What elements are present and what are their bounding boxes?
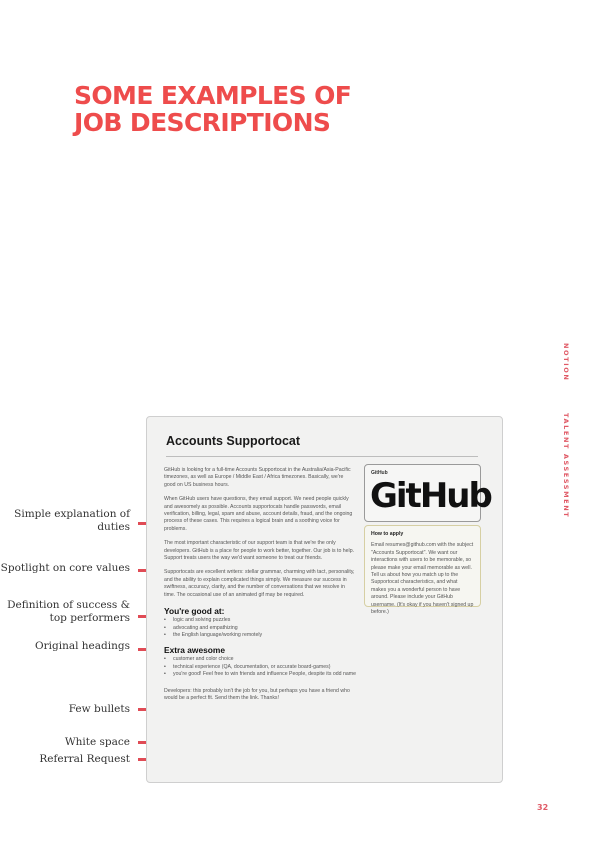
list-item: • the English language/working remotely [164, 632, 356, 639]
title-line-2: JOB DESCRIPTIONS [74, 108, 331, 137]
job-description-body [164, 467, 356, 709]
heading-extra-awesome: Extra awesome [164, 645, 225, 656]
page-number: 32 [537, 803, 549, 812]
side-label-notion: NOTION [562, 343, 570, 382]
list-item: • technical experience (QA, documentation, or accurate board-games) [164, 664, 356, 671]
paragraph-intro: GitHub is looking for a full-time Accounts Supportocat in the Australia/Asia-Pacific timezones, as well as Europe / Middle East / Africa timezones. Basically, we're good on US business hours. [164, 467, 351, 488]
job-title: Accounts Supportocat [166, 434, 301, 448]
page-title [74, 82, 351, 136]
how-to-apply-box [364, 525, 481, 616]
title-line-1: SOME EXAMPLES OF [74, 81, 352, 110]
annotation-few-bullets: Few bullets [68, 703, 130, 715]
github-logo: GitHub [370, 476, 491, 516]
list-item: • you're good! Feel free to win friends and influence People, despite its odd name [164, 671, 356, 678]
list-item: • advocating and empathizing [164, 625, 356, 632]
list-item: • logic and solving puzzles [164, 617, 356, 624]
annotation-white-space: White space [64, 736, 130, 748]
annotation-referral-request: Referral Request [39, 753, 130, 765]
heading-good-at: You're good at: [164, 606, 225, 617]
how-to-apply-text: Email resumes@github.com with the subject "Accounts Supportocat". We want our interactions with users to be memorable, so please make your email memorable as well. Tell us about how you match up to the Supportocat characteristics, and what makes you a wonderful person to have around. Please include your GitHub username. (It's okay if you haven't signed up before.) [371, 542, 474, 616]
paragraph-values: The most important characteristic of our support team is that we're the only developers. GitHub is a place for people to work better, together. Our job is to help. Support treats users the way we'd want someone to treat our friends. [164, 540, 355, 562]
how-to-apply-heading: How to apply [371, 531, 404, 537]
paragraph-referral: Developers: this probably isn't the job for you, but perhaps you have a friend who would be a perfect fit. Send them the link. Thanks! [164, 687, 350, 701]
annotation-original-headings: Original headings [35, 640, 130, 652]
extra-awesome-list [164, 656, 356, 678]
annotation-definition-success: Definition of success & top performers [7, 599, 130, 624]
annotation-core-values: Spotlight on core values [0, 562, 130, 574]
paragraph-duties: When GitHub users have questions, they email support. We need people quickly and awesomely as possible. Accounts supportocats handle passwords, email verification, billing, legal, spam and abuse, account details, fraud, and the ongoing process of these cases. This requires a logical brain and a soothing voice for problems. [164, 496, 353, 532]
side-label-talent-assessment: TALENT ASSESSMENT [562, 413, 570, 519]
list-item: • customer and color choice [164, 656, 356, 663]
paragraph-success: Supportocats are excellent writers: stellar grammar, charming with tact, personality, and the ability to explain complicated things simply. We measure our success in swiftness, accuracy, clarity, and the number of conversations that we resolve in time. The occasional use of an animated gif may be required. [164, 569, 355, 598]
job-description-card [146, 416, 503, 783]
company-name-small: GitHub [371, 470, 388, 476]
title-divider [166, 456, 478, 457]
good-at-list [164, 617, 356, 639]
company-logo-box [364, 464, 491, 522]
annotation-simple-explanation: Simple explanation of duties [14, 508, 130, 533]
